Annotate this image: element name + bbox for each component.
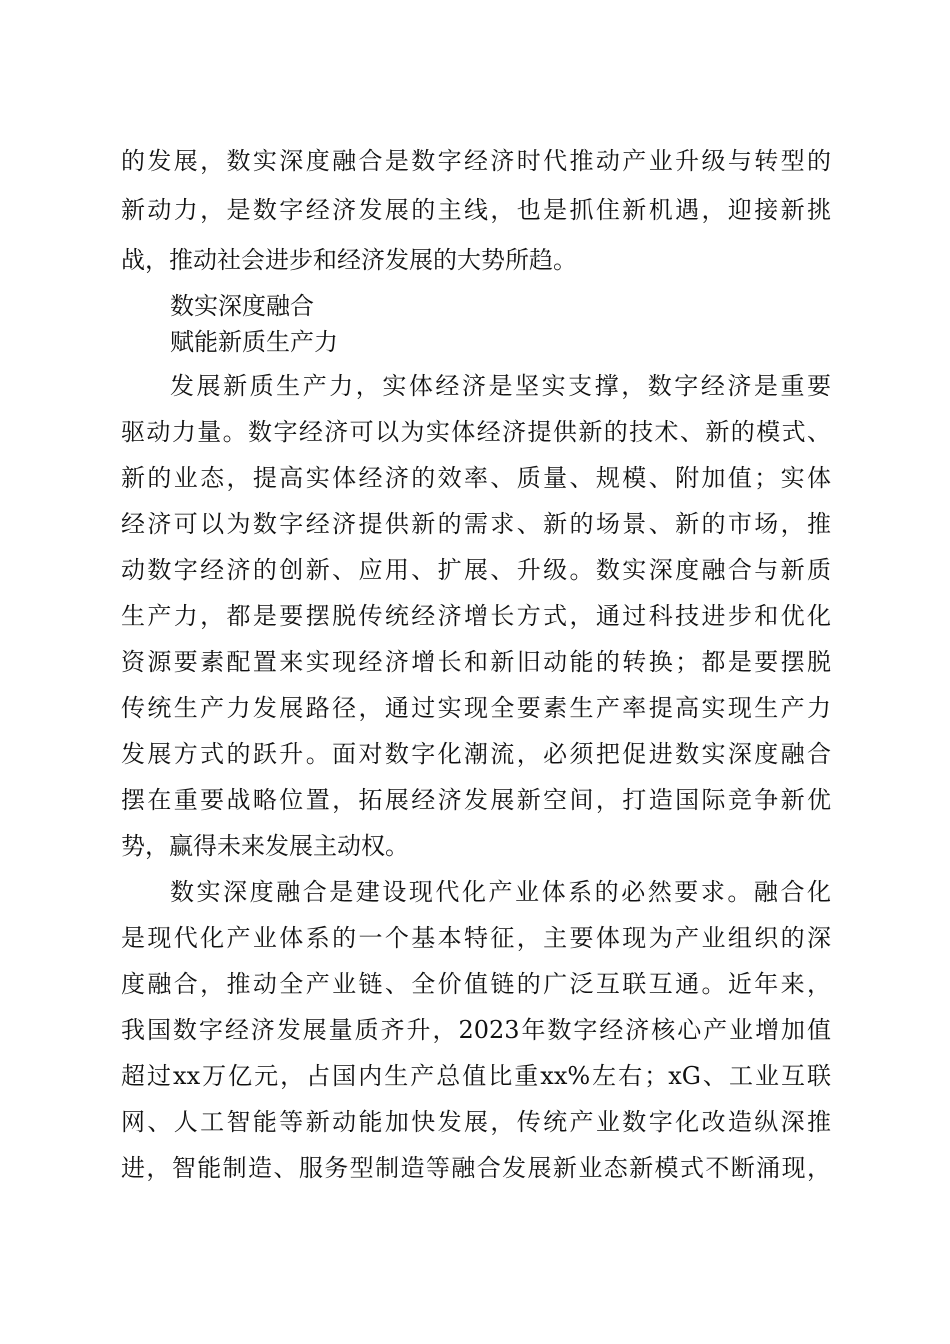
- text-line: 我国数字经济发展量质齐升，2023年数字经济核心产业增加值: [121, 1016, 831, 1044]
- text-line: 发展方式的跃升。面对数字化潮流，必须把促进数实深度融合: [121, 740, 831, 768]
- text-line: 动数字经济的创新、应用、扩展、升级。数实深度融合与新质: [121, 556, 831, 584]
- text-line: 进，智能制造、服务型制造等融合发展新业态新模式不断涌现，: [121, 1154, 831, 1182]
- subheading-line: 数实深度融合: [170, 292, 314, 320]
- text-line: 经济可以为数字经济提供新的需求、新的场景、新的市场，推: [121, 510, 831, 538]
- text-line: 新动力，是数字经济发展的主线，也是抓住新机遇，迎接新挑: [121, 196, 831, 224]
- text-line: 驱动力量。数字经济可以为实体经济提供新的技术、新的模式、: [121, 418, 831, 446]
- paragraph-first-line: 数实深度融合是建设现代化产业体系的必然要求。融合化: [170, 878, 831, 906]
- text-line: 网、人工智能等新动能加快发展，传统产业数字化改造纵深推: [121, 1108, 831, 1136]
- text-line: 摆在重要战略位置，拓展经济发展新空间，打造国际竞争新优: [121, 786, 831, 814]
- text-line: 生产力，都是要摆脱传统经济增长方式，通过科技进步和优化: [121, 602, 831, 630]
- text-line: 战，推动社会进步和经济发展的大势所趋。: [121, 246, 577, 274]
- subheading-line: 赋能新质生产力: [170, 328, 338, 356]
- text-line: 新的业态，提高实体经济的效率、质量、规模、附加值；实体: [121, 464, 831, 492]
- text-line: 势，赢得未来发展主动权。: [121, 832, 409, 860]
- text-line: 是现代化产业体系的一个基本特征，主要体现为产业组织的深: [121, 924, 831, 952]
- text-line: 传统生产力发展路径，通过实现全要素生产率提高实现生产力: [121, 694, 831, 722]
- text-line: 度融合，推动全产业链、全价值链的广泛互联互通。近年来，: [121, 970, 831, 998]
- text-line: 超过xx万亿元，占国内生产总值比重xx%左右；xG、工业互联: [121, 1062, 831, 1090]
- text-line: 的发展，数实深度融合是数字经济时代推动产业升级与转型的: [121, 147, 831, 175]
- text-line: 资源要素配置来实现经济增长和新旧动能的转换；都是要摆脱: [121, 648, 831, 676]
- paragraph-first-line: 发展新质生产力，实体经济是坚实支撑，数字经济是重要: [170, 372, 831, 400]
